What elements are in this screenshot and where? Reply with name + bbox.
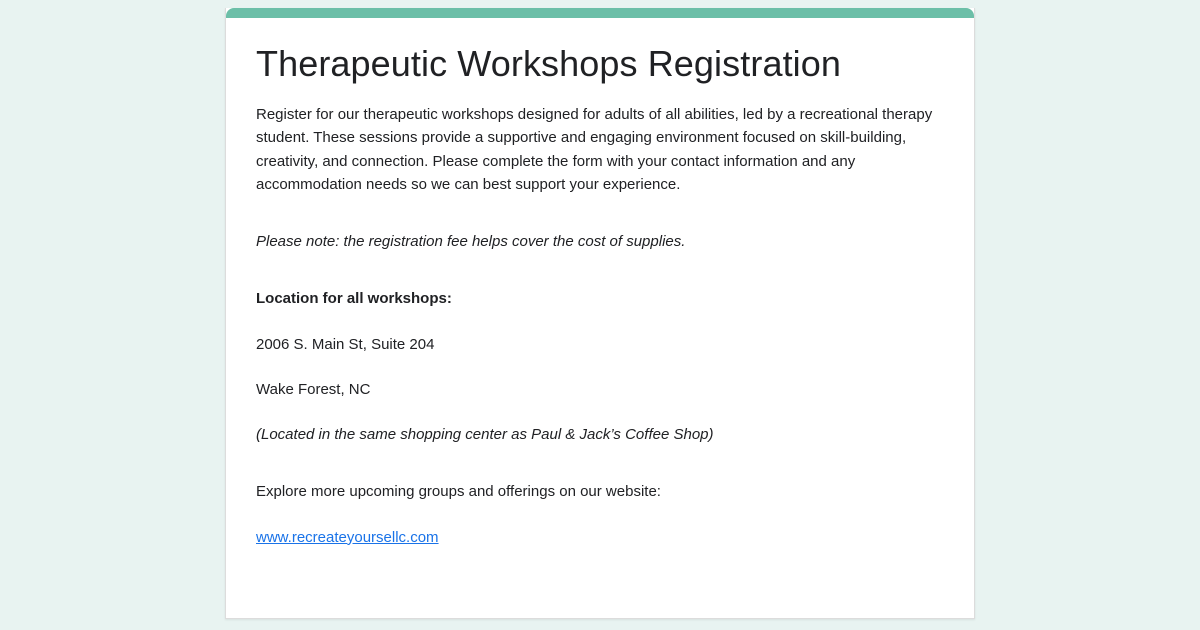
description-address-line-2: Wake Forest, NC: [256, 380, 371, 398]
page-title: Therapeutic Workshops Registration: [256, 43, 842, 84]
form-card-body: [226, 18, 974, 618]
form-accent-bar: [226, 8, 974, 18]
description-website-intro: Explore more upcoming groups and offerings on our website:: [256, 483, 661, 501]
description-intro: Register for our therapeutic workshops designed for adults of all abilities, led by a recreational therapy student. These sessions provide a supportive and engaging environment focused on skill-building, creativity, and connection. Please complete the form with your contact information and any accommodation needs so we can best support your experience.: [256, 106, 933, 193]
form-description: [256, 103, 944, 549]
description-location-heading: Location for all workshops:: [256, 290, 452, 308]
description-fee-note: Please note: the registration fee helps cover the cost of supplies.: [256, 233, 686, 251]
website-link[interactable]: www.recreateyoursellc.com: [256, 528, 439, 546]
description-location-hint: (Located in the same shopping center as Paul & Jack’s Coffee Shop): [256, 426, 714, 444]
website-link-paragraph: [256, 526, 944, 549]
description-address-line-1: 2006 S. Main St, Suite 204: [256, 335, 435, 353]
form-card: [225, 8, 975, 619]
